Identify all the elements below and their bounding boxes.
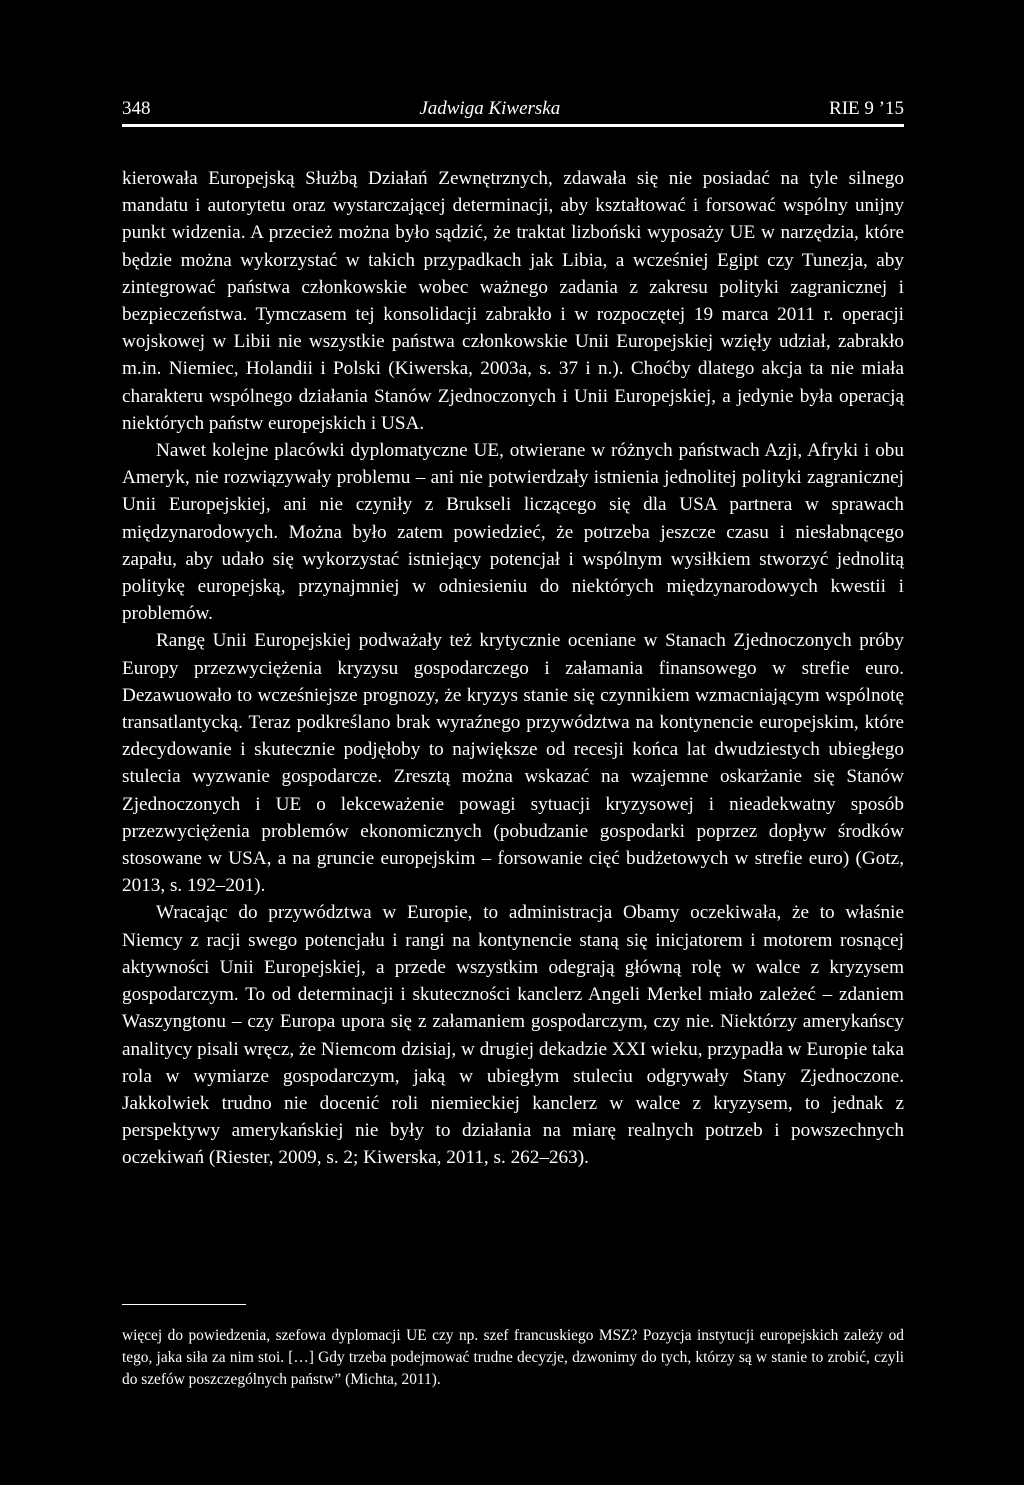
footnote: więcej do powiedzenia, szefowa dyplomacji UE czy np. szef francuskiego MSZ? Pozycja instytucji europejskich zależy od tego, jaka siła za nim stoi. […] Gdy trzeba podejmować trudne decyzje, dzwonimy do tych, którzy są w stanie to zrobić, czyli do szefów poszczególnych państw” (Michta, 2011). xyxy=(122,1327,904,1388)
paragraph-4: Wracając do przywództwa w Europie, to administracja Obamy oczekiwała, że to właśnie Niemcy z racji swego potencjału i rangi na kontynencie staną się inicjatorem i motorem rosnącej aktywności Unii Europejskiej, a przede wszystkim odegrają główną rolę w walce z kryzysem gospodarczym. To od determinacji i skuteczności kanclerz Angeli Merkel miało zależeć – zdaniem Waszyngtonu – czy Europa upora się z załamaniem gospodarczym, czy nie. Niektórzy amerykańscy analitycy pisali wręcz, że Niemcom dzisiaj, w drugiej dekadzie XXI wieku, przypadła w Europie taka rola w wymiarze gospodarczym, jaką w ubiegłym stuleciu odgrywały Stany Zjednoczone. Jakkolwiek trudno nie docenić roli niemieckiej kanclerz w walce z kryzysem, to jednak z perspektywy amerykańskiej nie były to działania na miarę realnych potrzeb i powszechnych oczekiwań (Riester, 2009, s. 2; Kiwerska, 2011, s. 262–263). xyxy=(122,902,904,1169)
body-text xyxy=(122,165,904,1172)
running-header-journal: RIE 9 ’15 xyxy=(829,98,904,119)
running-header-author: Jadwiga Kiwerska xyxy=(419,98,561,119)
paragraph-3: Rangę Unii Europejskiej podważały też krytycznie oceniane w Stanach Zjednoczonych próby Europy przezwyciężenia kryzysu gospodarczego i załamania finansowego w strefie euro. Dezawuowało to wcześniejsze prognozy, że kryzys stanie się czynnikiem wzmacniającym wspólnotę transatlantycką. Teraz podkreślano brak wyraźnego przywództwa na kontynencie europejskim, które zdecydowanie i skutecznie podjęłoby to największe od recesji końca lat dwudziestych ubiegłego stulecia wyzwanie gospodarcze. Zresztą można wskazać na wzajemne oskarżanie się Stanów Zjednoczonych i UE o lekceważenie powagi sytuacji kryzysowej i nieadekwatny sposób przezwyciężenia problemów ekonomicznych (pobudzanie gospodarki poprzez dopływ środków stosowane w USA, a na gruncie europejskim – forsowanie cięć budżetowych w strefie euro) (Gotz, 2013, s. 192–201). xyxy=(122,630,904,897)
page xyxy=(122,96,904,1172)
running-header xyxy=(122,96,904,127)
paragraph-1: kierowała Europejską Służbą Działań Zewnętrznych, zdawała się nie posiadać na tyle silnego mandatu i autorytetu oraz wystarczającej determinacji, aby kształtować i forsować wspólny unijny punkt widzenia. A przecież można było sądzić, że traktat lizboński wyposaży UE w narzędzia, które będzie można wykorzystać w takich przypadkach jak Libia, a wcześniej Egipt czy Tunezja, aby zintegrować państwa członkowskie wobec ważnego zadania z zakresu polityki zagranicznej i bezpieczeństwa. Tymczasem tej konsolidacji zabrakło i w rozpoczętej 19 marca 2011 r. operacji wojskowej w Libii nie wszystkie państwa członkowskie Unii Europejskiej wzięły udział, zabrakło m.in. Niemiec, Holandii i Polski (Kiwerska, 2003a, s. 37 i n.). Choćby dlatego akcja ta nie miała charakteru wspólnego działania Stanów Zjednoczonych i Unii Europejskiej, a jedynie była operacją niektórych państw europejskich i USA. xyxy=(122,168,904,434)
paragraph-2: Nawet kolejne placówki dyplomatyczne UE, otwierane w różnych państwach Azji, Afryki i obu Ameryk, nie rozwiązywały problemu – ani nie potwierdzały istnienia jednolitej polityki zagranicznej Unii Europejskiej, ani nie czyniły z Brukseli liczącego się dla USA partnera w sprawach międzynarodowych. Można było zatem powiedzieć, że potrzeba jeszcze czasu i niesłabnącego zapału, aby udało się wykorzystać istniejący potencjał i wspólnym wysiłkiem stworzyć jednolitą politykę europejską, przynajmniej w odniesieniu do niektórych międzynarodowych kwestii i problemów. xyxy=(122,440,904,625)
page-number: 348 xyxy=(122,98,151,119)
footnote-separator xyxy=(122,1304,246,1305)
